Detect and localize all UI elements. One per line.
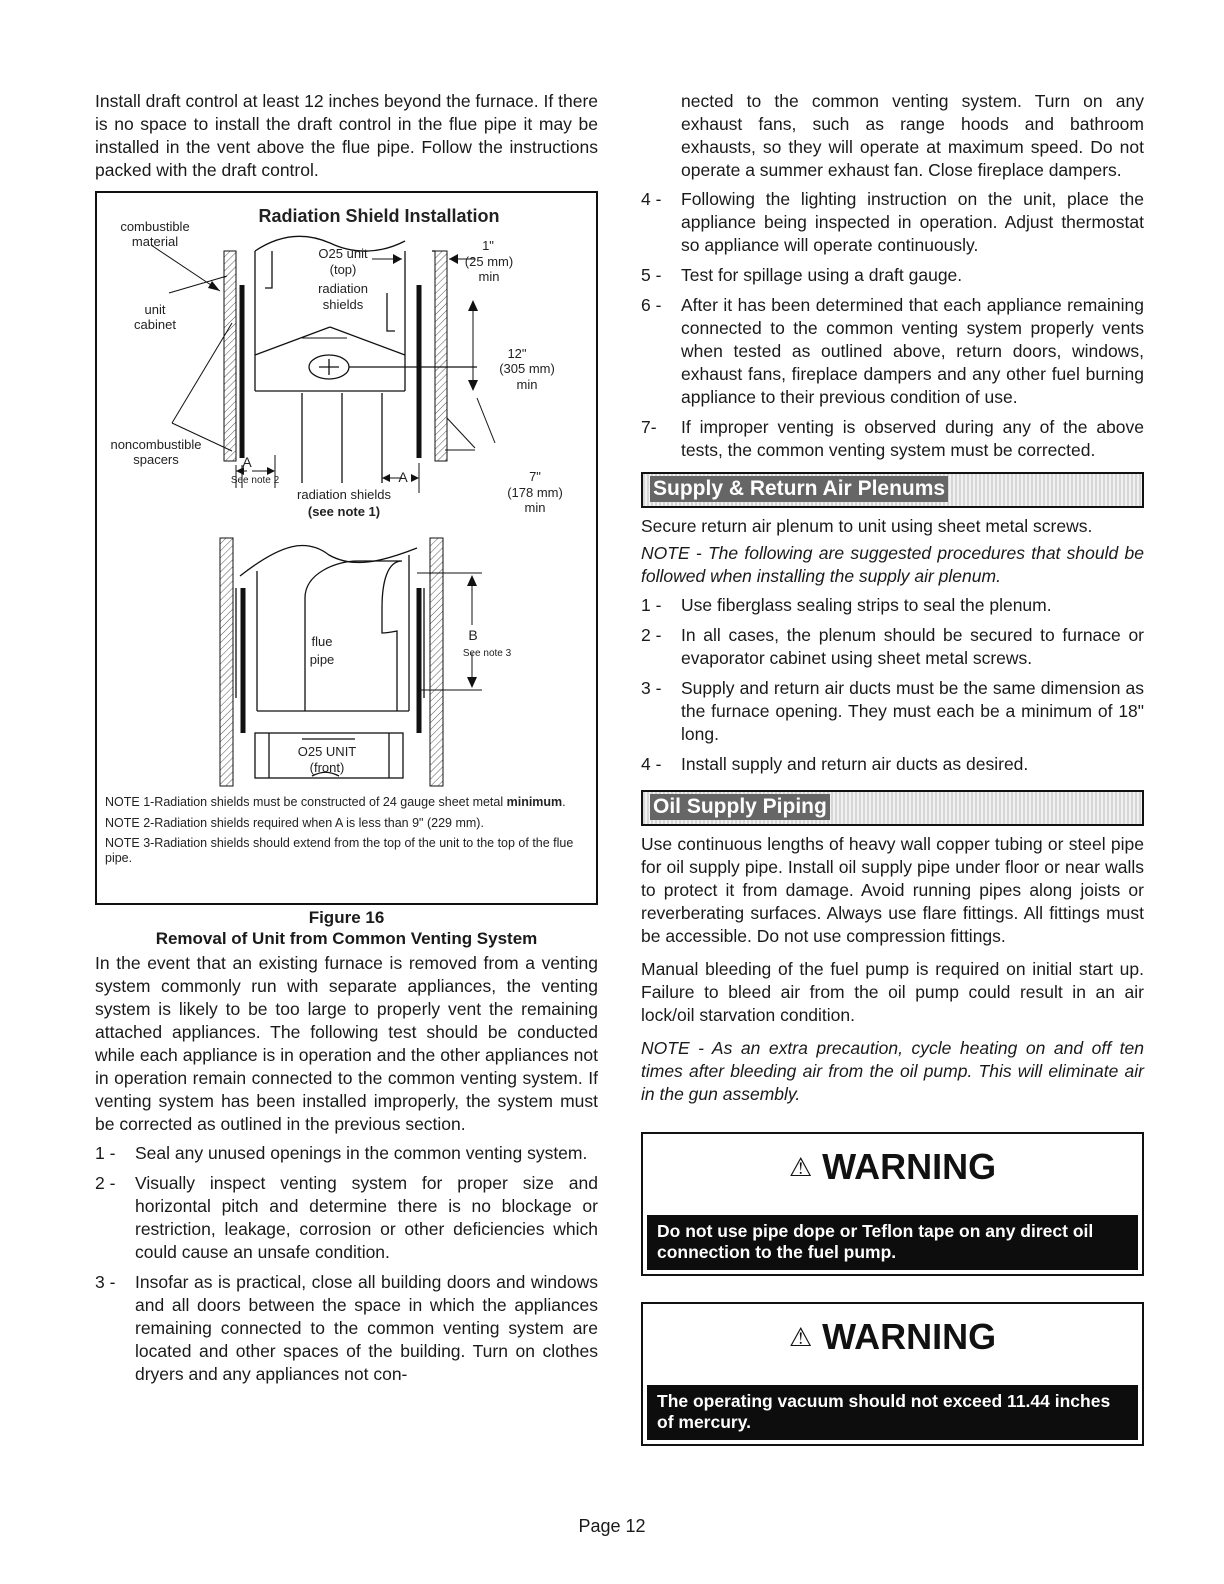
label-305mm: (305 mm) <box>499 361 555 376</box>
plenums-note: NOTE - The following are suggested procedures that should be followed when installing the supply air plenum. <box>641 543 1144 586</box>
radiation-shield-figure <box>95 191 598 905</box>
warning-box-2 <box>641 1302 1144 1446</box>
oil-paragraph-1: Use continuous lengths of heavy wall copper tubing or steel pipe for oil supply pipe. Install oil supply pipe under floor or near walls to protect it from damage. Avoid running pipes along joists or reverberating surfaces. Always use flare fittings. All fittings must be accessible. Do not use compression fittings. <box>641 834 1144 946</box>
label-o25-unit: O25 unit <box>318 246 368 261</box>
label-b: B <box>468 627 478 643</box>
label-o25-unit-front: O25 UNIT <box>297 744 357 759</box>
continuation-paragraph: nected to the common venting system. Turn on any exhaust fans, such as range hoods and bathroom exhausts, so they will operate at maximum speed. Do not operate a summer exhaust fan. Close fireplace dampers. <box>681 91 1144 180</box>
label-see-note-3: See note 3 <box>462 648 512 659</box>
label-see-note-2: See note 2 <box>230 475 280 486</box>
figure-note-2: NOTE 2-Radiation shields required when A is less than 9" (229 mm). <box>105 815 484 830</box>
label-7in: 7" <box>529 469 541 484</box>
label-pipe: pipe <box>309 652 335 667</box>
plenums-heading-banner <box>641 472 1144 508</box>
label-a-right: A <box>398 469 408 485</box>
label-spacers: spacers <box>133 452 179 467</box>
list-item: 4 - Install supply and return air ducts as desired. <box>641 754 1029 774</box>
warning-title: ⚠ WARNING <box>788 1146 997 1187</box>
label-12in: 12" <box>507 346 527 361</box>
left-column <box>95 90 598 1393</box>
label-top: (top) <box>329 262 357 277</box>
oil-paragraph-2: Manual bleeding of the fuel pump is required on initial start up. Failure to bleed air from the oil pump could result in an air lock/oil starvation condition. <box>641 959 1144 1025</box>
label-material: material <box>131 234 179 249</box>
label-combustible: combustible <box>120 219 190 234</box>
list-item: 4 - Following the lighting instruction on the unit, place the appliance being inspected in operation. Adjust thermostat so appliance will operate continuously. <box>641 189 1144 255</box>
figure-title: Radiation Shield Installation <box>258 206 500 226</box>
figure-caption: Figure 16 <box>308 908 385 927</box>
warning-text: Do not use pipe dope or Teflon tape on any direct oil connection to the fuel pump. <box>647 1215 1138 1270</box>
list-item: 1 - Seal any unused openings in the common venting system. <box>95 1143 588 1163</box>
list-item: 7- If improper venting is observed during any of the above tests, the common venting system must be corrected. <box>641 417 1144 460</box>
list-item: 2 - Visually inspect venting system for proper size and horizontal pitch and determine there is no blockage or restriction, leakage, corrosion or other deficiencies which could cause an unsafe condition. <box>95 1173 598 1262</box>
plenums-steps-list <box>641 594 1144 776</box>
oil-heading-banner <box>641 790 1144 826</box>
list-item: 6 - After it has been determined that each appliance remaining connected to the common venting system properly vents when tested as outlined above, return doors, windows, exhaust fans, fireplace dampers and any other fuel burning appliance to their previous condition of use. <box>641 295 1144 407</box>
label-radiation-shields: radiation shields <box>297 487 391 502</box>
list-item: 1 - Use fiberglass sealing strips to seal the plenum. <box>641 595 1052 615</box>
page-number: Page 12 <box>578 1516 646 1536</box>
warning-title: ⚠ WARNING <box>788 1316 997 1357</box>
label-178mm: (178 mm) <box>507 485 563 500</box>
label-front: (front) <box>309 760 345 775</box>
removal-steps-list <box>95 1142 598 1386</box>
section-title-removal: Removal of Unit from Common Venting System <box>155 929 538 948</box>
warning-box-1 <box>641 1132 1144 1276</box>
list-item: 5 - Test for spillage using a draft gauge. <box>641 265 963 285</box>
draft-control-paragraph: Install draft control at least 12 inches beyond the furnace. If there is no space to install the draft control in the flue pipe it may be installed in the vent above the flue pipe. Follow the instructions packed with the draft control. <box>95 91 598 180</box>
label-cabinet: cabinet <box>134 317 176 332</box>
warning-text: The operating vacuum should not exceed 11.44 inches of mercury. <box>647 1385 1138 1440</box>
label-see-note-1: (see note 1) <box>307 504 381 519</box>
label-min-1: min <box>478 269 500 284</box>
oil-heading: Oil Supply Piping <box>650 794 830 820</box>
oil-note: NOTE - As an extra precaution, cycle heating on and off ten times after bleeding air from the oil pump. This will eliminate air in the gun assembly. <box>641 1038 1144 1104</box>
warning-triangle-icon: ⚠ <box>788 1152 813 1182</box>
figure-note-1: NOTE 1-Radiation shields must be constructed of 24 gauge sheet metal minimum. <box>105 795 566 809</box>
label-min-2: min <box>516 377 538 392</box>
list-item: 3 - Insofar as is practical, close all building doors and windows and all doors between the space in which the appliances remaining connected to the common venting system are located and other spaces of the building. Turn on clothes dryers and any appliances not con- <box>95 1272 598 1384</box>
figure-notes <box>105 795 582 871</box>
label-a-left: A <box>242 454 252 470</box>
removal-steps-list-continued <box>641 188 1144 462</box>
removal-paragraph: In the event that an existing furnace is removed from a venting system commonly run with separate appliances, the venting system is likely to be too large to properly vent the remaining attached appliances. The following test should be conducted while each appliance is in operation and the other appliances not in operation remain connected to the common venting system. If venting system has been installed improperly, the system must be corrected as outlined in the previous section. <box>95 953 598 1134</box>
label-radiation: radiation <box>318 281 368 296</box>
label-noncombustible: noncombustible <box>110 437 202 452</box>
figure-note-3: NOTE 3-Radiation shields should extend from the top of the unit to the top of the flue pipe. <box>105 836 574 865</box>
plenums-heading: Supply & Return Air Plenums <box>650 476 948 502</box>
label-shields: shields <box>322 297 364 312</box>
label-unit: unit <box>144 302 166 317</box>
right-column <box>641 90 1144 1446</box>
radiation-shield-diagram <box>97 193 596 793</box>
label-flue: flue <box>311 634 333 649</box>
label-1in: 1" <box>482 238 494 253</box>
list-item: 3 - Supply and return air ducts must be the same dimension as the furnace opening. They must each be a minimum of 18" long. <box>641 678 1144 744</box>
label-25mm: (25 mm) <box>464 254 514 269</box>
top-view <box>151 236 495 493</box>
plenums-paragraph: Secure return air plenum to unit using sheet metal screws. <box>641 516 1093 536</box>
list-item: 2 - In all cases, the plenum should be secured to furnace or evaporator cabinet using sheet metal screws. <box>641 625 1144 668</box>
label-min-3: min <box>524 500 546 515</box>
warning-triangle-icon: ⚠ <box>788 1322 813 1352</box>
